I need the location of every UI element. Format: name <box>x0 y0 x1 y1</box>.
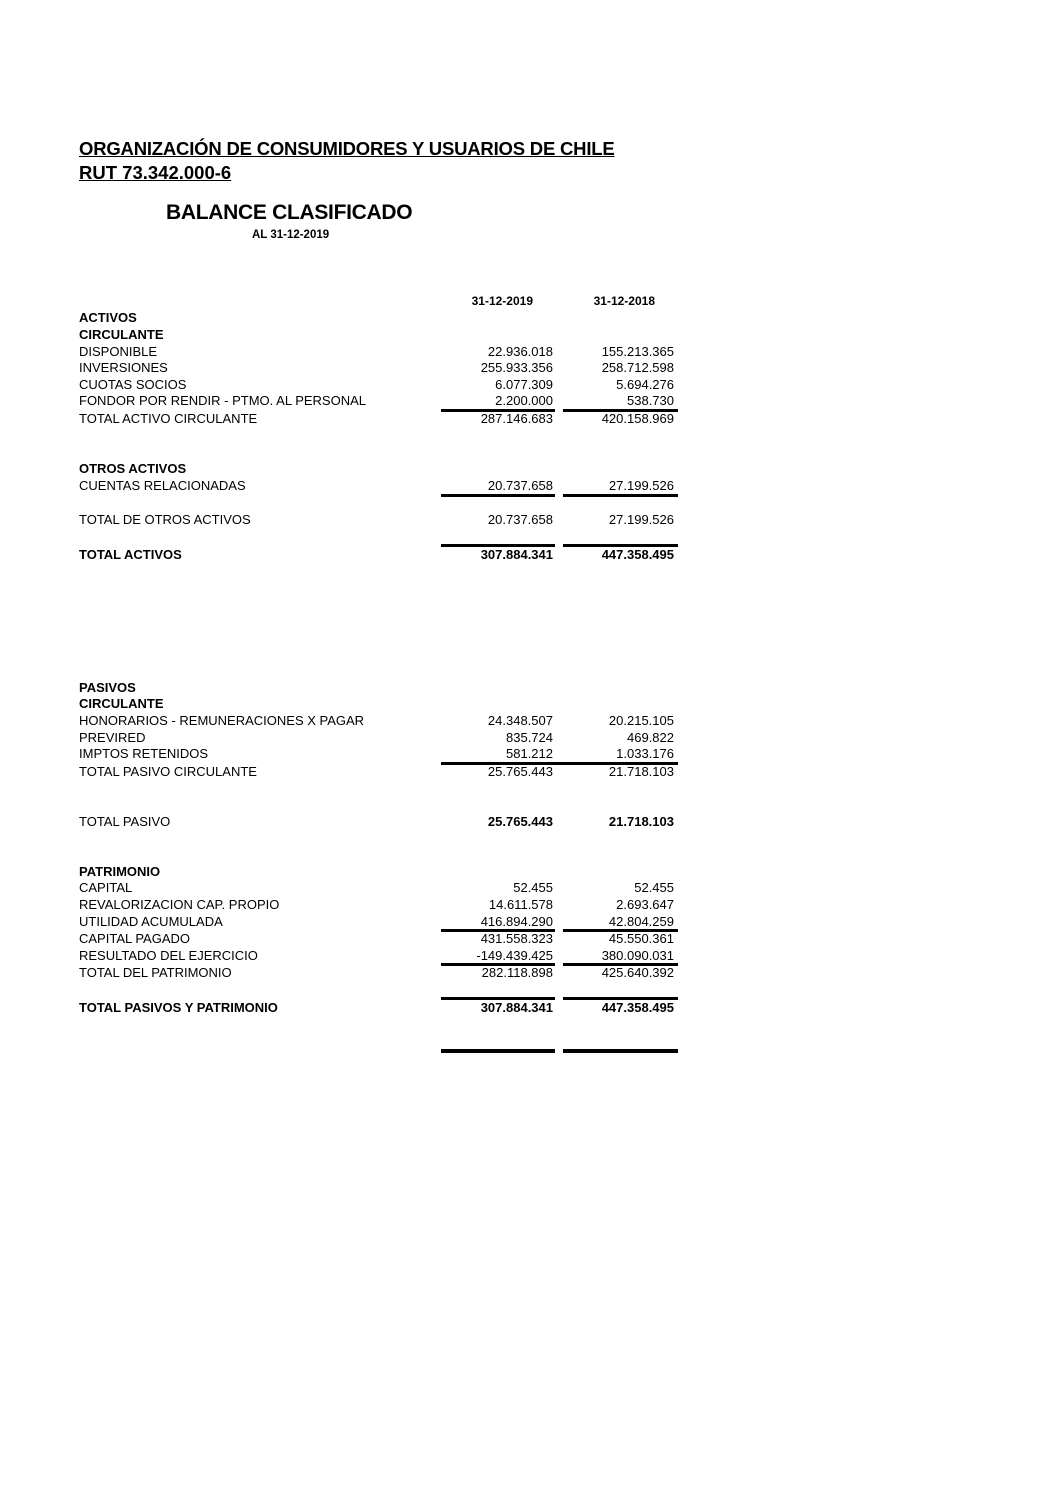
value-2018: 45.550.361 <box>608 931 674 946</box>
value-2018: 258.712.598 <box>601 360 674 375</box>
value-2019: 416.894.290 <box>480 914 553 929</box>
column-header-2019: 31-12-2019 <box>471 294 533 308</box>
row-label: FONDOR POR RENDIR - PTMO. AL PERSONAL <box>79 393 367 408</box>
value-2019: 581.212 <box>506 746 553 761</box>
row-label: TOTAL PASIVO CIRCULANTE <box>79 764 257 779</box>
value-2018: 447.358.495 <box>601 1000 674 1015</box>
value-2019: 2.200.000 <box>495 393 553 408</box>
value-2018: 5.694.276 <box>616 377 674 392</box>
value-2018: 42.804.259 <box>608 914 674 929</box>
row-label: HONORARIOS - REMUNERACIONES X PAGAR <box>79 713 365 728</box>
total-row <box>0 813 1058 830</box>
page-subtitle: AL 31-12-2019 <box>252 229 330 241</box>
value-2019: 25.765.443 <box>487 814 553 829</box>
row-label: PREVIRED <box>79 730 146 745</box>
table-row <box>0 879 1058 896</box>
value-2018: 420.158.969 <box>601 411 674 426</box>
value-2018: 538.730 <box>627 393 674 408</box>
patrimonio-heading: PATRIMONIO <box>79 864 161 879</box>
value-2018: 27.199.526 <box>608 512 674 527</box>
value-2019: 255.933.356 <box>480 360 553 375</box>
value-2019: 52.455 <box>513 880 553 895</box>
table-row <box>0 947 1058 964</box>
otros-activos-heading-row <box>0 460 1058 477</box>
value-2018: 27.199.526 <box>608 478 674 493</box>
value-2019: 22.936.018 <box>487 344 553 359</box>
row-label: TOTAL DEL PATRIMONIO <box>79 965 232 980</box>
value-2019: 6.077.309 <box>495 377 553 392</box>
underline-rule <box>441 494 555 497</box>
table-row <box>0 392 1058 409</box>
activos-circulante-heading: CIRCULANTE <box>79 327 164 342</box>
value-2018: 20.215.105 <box>608 713 674 728</box>
row-label: INVERSIONES <box>79 360 168 375</box>
value-2019: 282.118.898 <box>481 965 553 980</box>
pasivos-circulante-heading: CIRCULANTE <box>79 696 164 711</box>
total-row <box>0 964 1058 981</box>
patrimonio-heading-row <box>0 863 1058 880</box>
activos-heading-row <box>0 309 1058 326</box>
pasivos-heading: PASIVOS <box>79 680 136 695</box>
closing-rule <box>441 1049 555 1053</box>
table-row <box>0 376 1058 393</box>
value-2019: 287.146.683 <box>480 411 553 426</box>
row-label: IMPTOS RETENIDOS <box>79 746 209 761</box>
value-2018: 447.358.495 <box>601 547 674 562</box>
row-label: TOTAL ACTIVO CIRCULANTE <box>79 411 258 426</box>
table-row <box>0 712 1058 729</box>
closing-rule <box>563 1049 678 1053</box>
rut-number: RUT 73.342.000-6 <box>79 162 232 183</box>
table-row <box>0 477 1058 494</box>
row-label: CAPITAL <box>79 880 133 895</box>
value-2018: 1.033.176 <box>616 746 674 761</box>
pasivos-heading-row <box>0 679 1058 696</box>
row-label: TOTAL PASIVOS Y PATRIMONIO <box>79 1000 278 1015</box>
value-2018: 21.718.103 <box>608 814 674 829</box>
activos-circulante-heading-row <box>0 326 1058 343</box>
value-2019: 25.765.443 <box>487 764 553 779</box>
row-label: UTILIDAD ACUMULADA <box>79 914 223 929</box>
value-2018: 155.213.365 <box>601 344 674 359</box>
value-2019: 307.884.341 <box>480 1000 553 1015</box>
row-label: TOTAL DE OTROS ACTIVOS <box>79 512 251 527</box>
activos-heading: ACTIVOS <box>79 310 137 325</box>
row-label: CUOTAS SOCIOS <box>79 377 187 392</box>
table-row <box>0 359 1058 376</box>
value-2019: -149.439.425 <box>476 948 553 963</box>
value-2018: 21.718.103 <box>608 764 674 779</box>
otros-activos-heading: OTROS ACTIVOS <box>79 461 187 476</box>
value-2019: 20.737.658 <box>487 478 553 493</box>
column-header-row <box>0 293 1058 310</box>
row-label: REVALORIZACION CAP. PROPIO <box>79 897 280 912</box>
value-2018: 380.090.031 <box>601 948 674 963</box>
value-2019: 14.611.578 <box>488 897 553 912</box>
value-2019: 431.558.323 <box>480 931 553 946</box>
table-row <box>0 745 1058 762</box>
row-label: TOTAL ACTIVOS <box>79 547 182 562</box>
pasivos-circulante-heading-row <box>0 695 1058 712</box>
row-label: DISPONIBLE <box>79 344 158 359</box>
table-row <box>0 913 1058 930</box>
value-2019: 835.724 <box>506 730 553 745</box>
value-2018: 52.455 <box>634 880 674 895</box>
organization-name: ORGANIZACIÓN DE CONSUMIDORES Y USUARIOS DE CHILE <box>79 138 615 159</box>
table-row <box>0 343 1058 360</box>
table-row <box>0 896 1058 913</box>
total-row <box>0 410 1058 427</box>
column-header-2018: 31-12-2018 <box>593 294 655 308</box>
table-row <box>0 729 1058 746</box>
value-2019: 24.348.507 <box>487 713 553 728</box>
value-2019: 307.884.341 <box>480 547 553 562</box>
value-2018: 2.693.647 <box>616 897 674 912</box>
row-label: CUENTAS RELACIONADAS <box>79 478 246 493</box>
underline-rule <box>563 494 678 497</box>
page-title: BALANCE CLASIFICADO <box>166 201 413 224</box>
value-2018: 425.640.392 <box>601 965 674 980</box>
grand-total-row <box>0 546 1058 563</box>
value-2019: 20.737.658 <box>487 512 553 527</box>
value-2018: 469.822 <box>627 730 674 745</box>
grand-total-row <box>0 999 1058 1016</box>
table-row <box>0 930 1058 947</box>
row-label: RESULTADO DEL EJERCICIO <box>79 948 258 963</box>
total-row <box>0 763 1058 780</box>
row-label: TOTAL PASIVO <box>79 814 171 829</box>
row-label: CAPITAL PAGADO <box>79 931 191 946</box>
total-row <box>0 511 1058 528</box>
